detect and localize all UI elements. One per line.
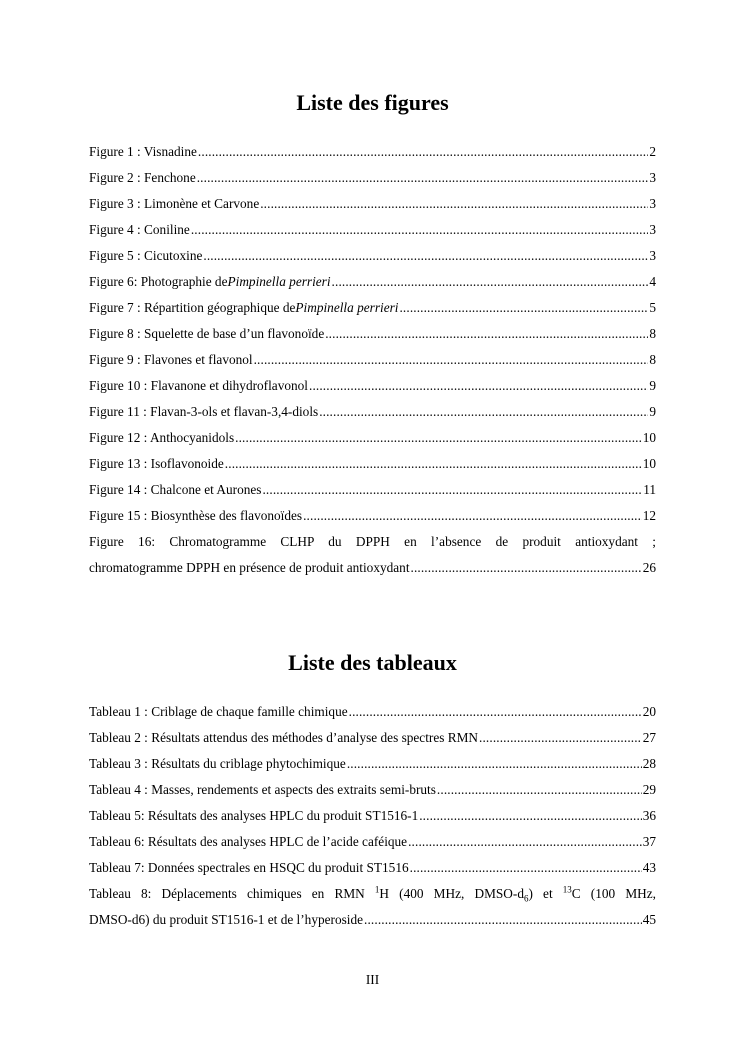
table-entry-7[interactable]: Tableau 7: Données spectrales en HSQC du produit ST1516 . . . 43 <box>89 855 656 881</box>
table-entry-5[interactable]: Tableau 5: Résultats des analyses HPLC du produit ST1516-1 . . . 36 <box>89 803 656 829</box>
page-number: 43 <box>642 860 656 875</box>
page-number: 3 <box>649 196 656 211</box>
figure-entry-9[interactable]: Figure 9 : Flavones et flavonol . . . 8 <box>89 347 656 373</box>
page-number: 10 <box>642 456 656 471</box>
page-number: 9 <box>649 378 656 393</box>
page-number: 3 <box>649 222 656 237</box>
tables-heading: Liste des tableaux <box>288 650 457 675</box>
table-entry-4[interactable]: Tableau 4 : Masses, rendements et aspects des extraits semi-bruts . . . 29 <box>89 777 656 803</box>
figure-entry-7[interactable]: Figure 7 : Répartition géographique de Pimpinella perrieri . . . 5 <box>89 295 656 321</box>
page-number: 45 <box>642 912 656 927</box>
figures-list <box>89 139 656 581</box>
figure-entry-14[interactable]: Figure 14 : Chalcone et Aurones . . . 11 <box>89 477 656 503</box>
page-number: 4 <box>649 274 656 289</box>
figure-entry-6[interactable]: Figure 6: Photographie de Pimpinella perrieri . . . 4 <box>89 269 656 295</box>
page-number: 2 <box>649 144 656 159</box>
page-number: 36 <box>642 808 656 823</box>
tables-list <box>89 699 656 933</box>
page-number: 20 <box>642 704 656 719</box>
page-number: 3 <box>649 170 656 185</box>
page-number: 9 <box>649 404 656 419</box>
figure-entry-15[interactable]: Figure 15 : Biosynthèse des flavonoïdes . . . 12 <box>89 503 656 529</box>
figures-heading: Liste des figures <box>296 90 449 115</box>
page-number: 27 <box>642 730 656 745</box>
table-entry-3[interactable]: Tableau 3 : Résultats du criblage phytochimique . . . 28 <box>89 751 656 777</box>
page-number: 8 <box>649 352 656 367</box>
page-number: 3 <box>649 248 656 263</box>
table-entry-1[interactable]: Tableau 1 : Criblage de chaque famille chimique . . . 20 <box>89 699 656 725</box>
figure-entry-8[interactable]: Figure 8 : Squelette de base d’un flavonoïde . . . 8 <box>89 321 656 347</box>
figure-entry-4[interactable]: Figure 4 : Coniline . . . 3 <box>89 217 656 243</box>
page-number: 26 <box>642 560 656 575</box>
table-entry-6[interactable]: Tableau 6: Résultats des analyses HPLC de l’acide caféique . . . 37 <box>89 829 656 855</box>
figure-entry-10[interactable]: Figure 10 : Flavanone et dihydroflavonol . . . 9 <box>89 373 656 399</box>
page-number: 11 <box>643 482 656 497</box>
figure-entry-13[interactable]: Figure 13 : Isoflavonoide . . . 10 <box>89 451 656 477</box>
table-entry-2[interactable]: Tableau 2 : Résultats attendus des méthodes d’analyse des spectres RMN . . . 27 <box>89 725 656 751</box>
page-number: 37 <box>642 834 656 849</box>
table-entry-8[interactable]: Tableau 8: Déplacements chimiques en RMN $^1$H (400 MHz, DMSO-$d_6$) et $^{13}$C (100 MHz, DMSO-d6) du produit ST1516-1 et de l’hyperoside . . . 45 <box>89 881 656 933</box>
page-number: 10 <box>642 430 656 445</box>
figure-entry-2[interactable]: Figure 2 : Fenchone . . . 3 <box>89 165 656 191</box>
page-number: 8 <box>649 326 656 341</box>
figure-entry-5[interactable]: Figure 5 : Cicutoxine . . . 3 <box>89 243 656 269</box>
figure-entry-3[interactable]: Figure 3 : Limonène et Carvone . . . 3 <box>89 191 656 217</box>
page-number: 12 <box>642 508 656 523</box>
figure-entry-12[interactable]: Figure 12 : Anthocyanidols . . . 10 <box>89 425 656 451</box>
footer-page-number: III <box>365 972 380 987</box>
figure-entry-11[interactable]: Figure 11 : Flavan-3-ols et flavan-3,4-diols . . . 9 <box>89 399 656 425</box>
figure-entry-1[interactable]: Figure 1 : Visnadine . . . 2 <box>89 139 656 165</box>
figure-entry-16[interactable]: Figure 16: Chromatogramme CLHP du DPPH en l’absence de produit antioxydant ; chromatogramme DPPH en présence de produit antioxydant . . . 26 <box>89 529 656 581</box>
page-number: 29 <box>642 782 656 797</box>
page-number: 28 <box>642 756 656 771</box>
page-number: 5 <box>649 300 656 315</box>
